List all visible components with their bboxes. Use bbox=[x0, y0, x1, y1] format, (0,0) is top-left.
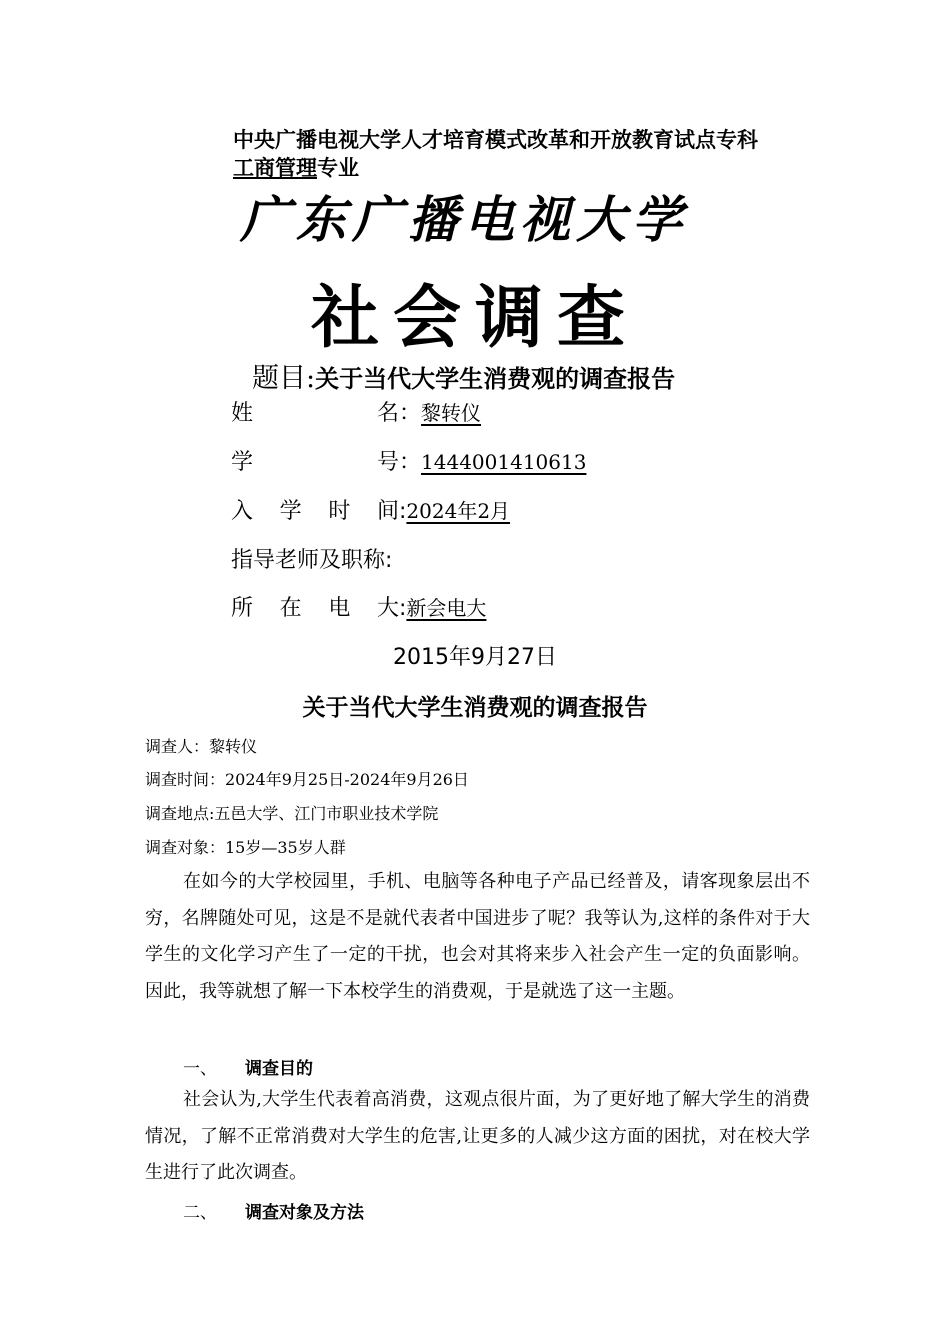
cover-field-student-id bbox=[231, 445, 586, 479]
field-label: 学号 bbox=[231, 450, 399, 475]
university-name: 广东广播电视大学 bbox=[240, 190, 688, 249]
field-colon: : bbox=[385, 548, 393, 573]
program-major-line bbox=[233, 152, 359, 182]
cover-field-advisor bbox=[231, 543, 392, 577]
report-time: 调查时间：2024年9月25日-2024年9月26日 bbox=[145, 770, 469, 789]
topic-label: 题目: bbox=[252, 363, 316, 394]
section-title: 调查对象及方法 bbox=[245, 1203, 364, 1223]
field-value: 黎转仪 bbox=[421, 401, 482, 425]
program-line: 中央广播电视大学人才培育模式改革和开放教育试点专科 bbox=[233, 128, 758, 152]
field-label: 所在电大 bbox=[231, 596, 399, 621]
field-colon: : bbox=[399, 499, 407, 524]
section-heading-subjects-methods bbox=[183, 1198, 364, 1223]
section-number: 一、 bbox=[183, 1059, 217, 1079]
major-suffix: 专业 bbox=[317, 156, 359, 180]
field-label: 入学时间 bbox=[231, 499, 399, 524]
cover-field-enroll-time bbox=[231, 494, 510, 528]
field-value: 1444001410613 bbox=[421, 450, 587, 474]
major-name: 工商管理 bbox=[233, 156, 317, 180]
report-subjects: 调查对象：15岁—35岁人群 bbox=[145, 838, 346, 857]
section-heading-purpose bbox=[183, 1054, 313, 1079]
report-title: 关于当代大学生消费观的调查报告 bbox=[302, 695, 648, 721]
field-colon: ： bbox=[399, 401, 422, 426]
intro-paragraph: 在如今的大学校园里，手机、电脑等各种电子产品已经普及，请客现象层出不穷，名牌随处可见，这是不是就代表者中国进步了呢？我等认为,这样的条件对于大学生的文化学习产生了一定的干扰，也会对其将来步入社会产生一定的负面影响。因此，我等就想了解一下本校学生的消费观，于是就选了这一主题。 bbox=[145, 871, 810, 1002]
field-value: 新会电大 bbox=[406, 596, 487, 620]
cover-field-center bbox=[231, 591, 486, 625]
topic-value: 关于当代大学生消费观的调查报告 bbox=[315, 365, 676, 393]
field-colon: : bbox=[399, 596, 407, 621]
field-label: 姓名 bbox=[231, 401, 399, 426]
cover-date: 2015年9月27日 bbox=[393, 645, 557, 670]
document-type-title: 社会调查 bbox=[310, 278, 639, 358]
report-investigator: 调查人：黎转仪 bbox=[145, 737, 258, 756]
field-label: 指导老师及职称 bbox=[231, 548, 386, 573]
cover-field-name bbox=[231, 396, 481, 430]
section-title: 调查目的 bbox=[245, 1059, 313, 1079]
topic-line bbox=[252, 356, 675, 395]
report-place: 调查地点:五邑大学、江门市职业技术学院 bbox=[145, 804, 439, 823]
purpose-paragraph: 社会认为,大学生代表着高消费，这观点很片面，为了更好地了解大学生的消费情况，了解不正常消费对大学生的危害,让更多的人减少这方面的困扰，对在校大学生进行了此次调查。 bbox=[145, 1089, 810, 1183]
section-number: 二、 bbox=[183, 1203, 217, 1223]
field-colon: ： bbox=[399, 450, 422, 475]
field-value: 2024年2月 bbox=[406, 499, 511, 523]
